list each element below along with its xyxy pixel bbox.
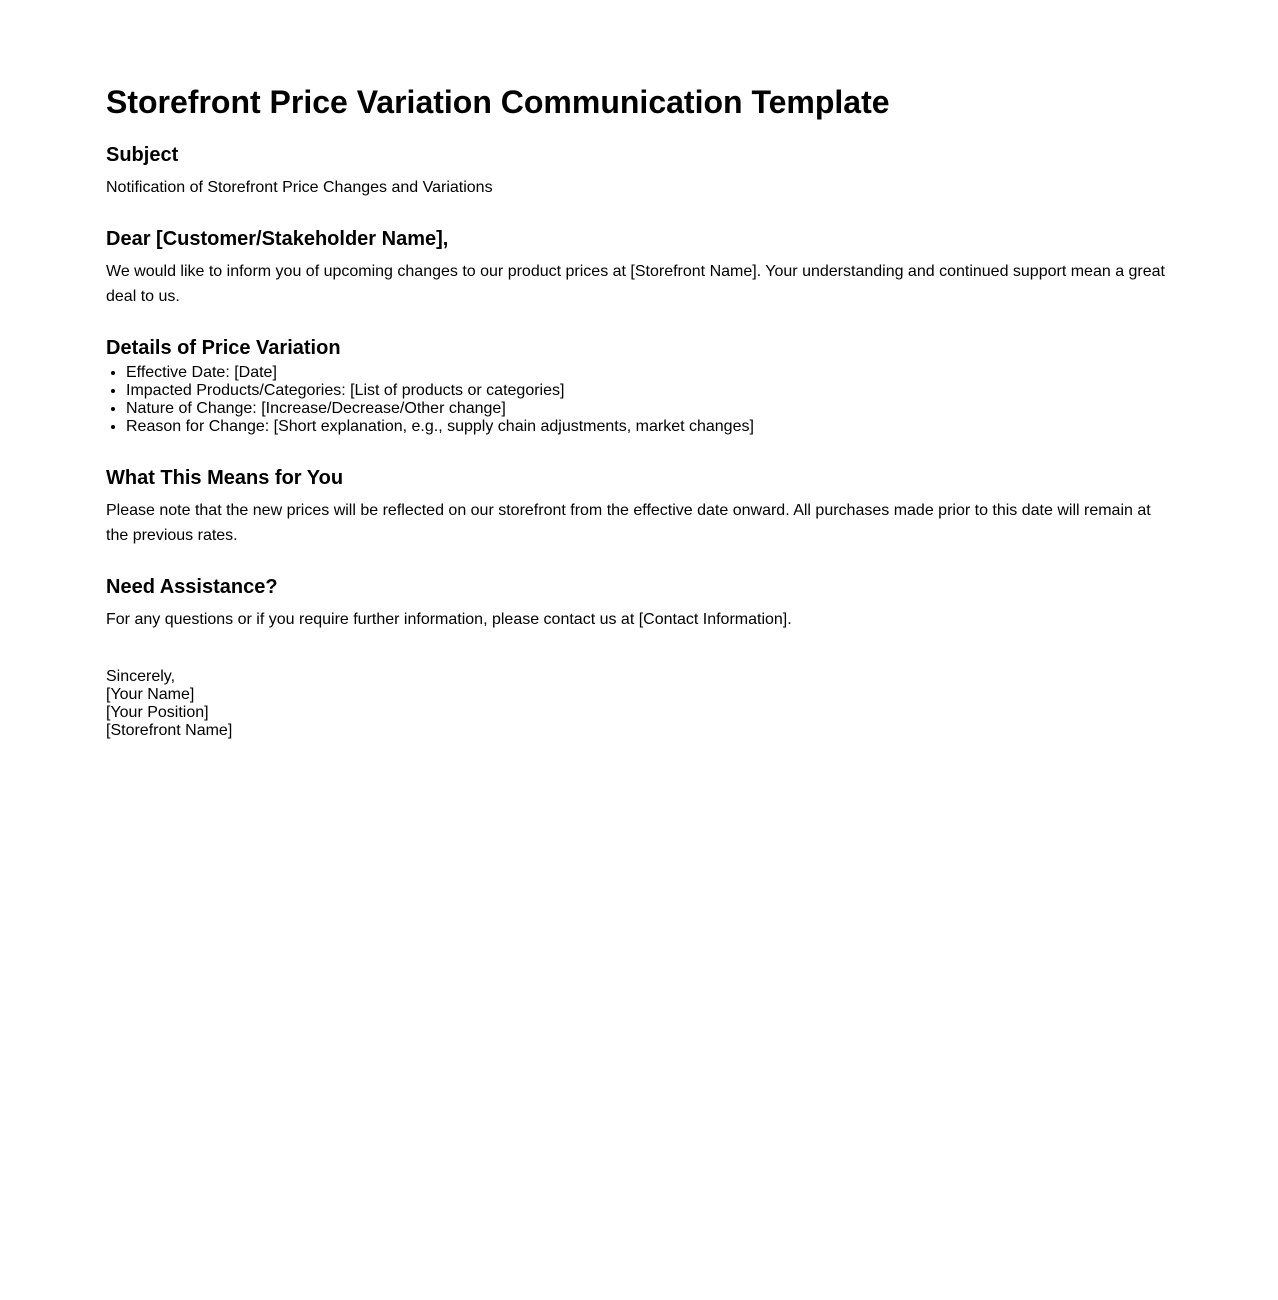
greeting-text: We would like to inform you of upcoming changes to our product prices at [Storefront Name]. Your understanding and continued support mean a great deal to us. <box>106 263 1165 305</box>
list-item: • Impacted Products/Categories: [List of products or categories] <box>126 382 1172 400</box>
meaning-text: Please note that the new prices will be reflected on our storefront from the effective date onward. All purchases made prior to this date will remain at the previous rates. <box>106 502 1151 544</box>
greeting-heading: Dear [Customer/Stakeholder Name], <box>106 228 449 250</box>
assistance-section <box>106 575 1172 632</box>
details-section <box>106 336 1172 436</box>
subject-heading: Subject <box>106 144 179 166</box>
assistance-text: For any questions or if you require further information, please contact us at [Contact Information]. <box>106 611 792 628</box>
list-item: • Nature of Change: [Increase/Decrease/Other change] <box>126 400 1172 418</box>
signature-position: [Your Position] <box>106 704 209 721</box>
signature-block <box>106 668 232 740</box>
subject-section <box>106 143 1172 200</box>
greeting-section <box>106 227 1172 309</box>
signature-name: [Your Name] <box>106 686 195 703</box>
assistance-heading: Need Assistance? <box>106 576 278 598</box>
details-list <box>106 364 1172 436</box>
page-title: Storefront Price Variation Communication Template <box>106 84 890 120</box>
list-item: • Reason for Change: [Short explanation, e.g., supply chain adjustments, market changes] <box>126 418 1172 436</box>
meaning-heading: What This Means for You <box>106 467 344 489</box>
subject-text: Notification of Storefront Price Changes and Variations <box>106 179 493 196</box>
meaning-section <box>106 466 1172 548</box>
signature-storefront: [Storefront Name] <box>106 722 233 739</box>
signature-closing: Sincerely, <box>106 668 176 685</box>
details-heading: Details of Price Variation <box>106 337 341 359</box>
list-item: • Effective Date: [Date] <box>126 364 1172 382</box>
